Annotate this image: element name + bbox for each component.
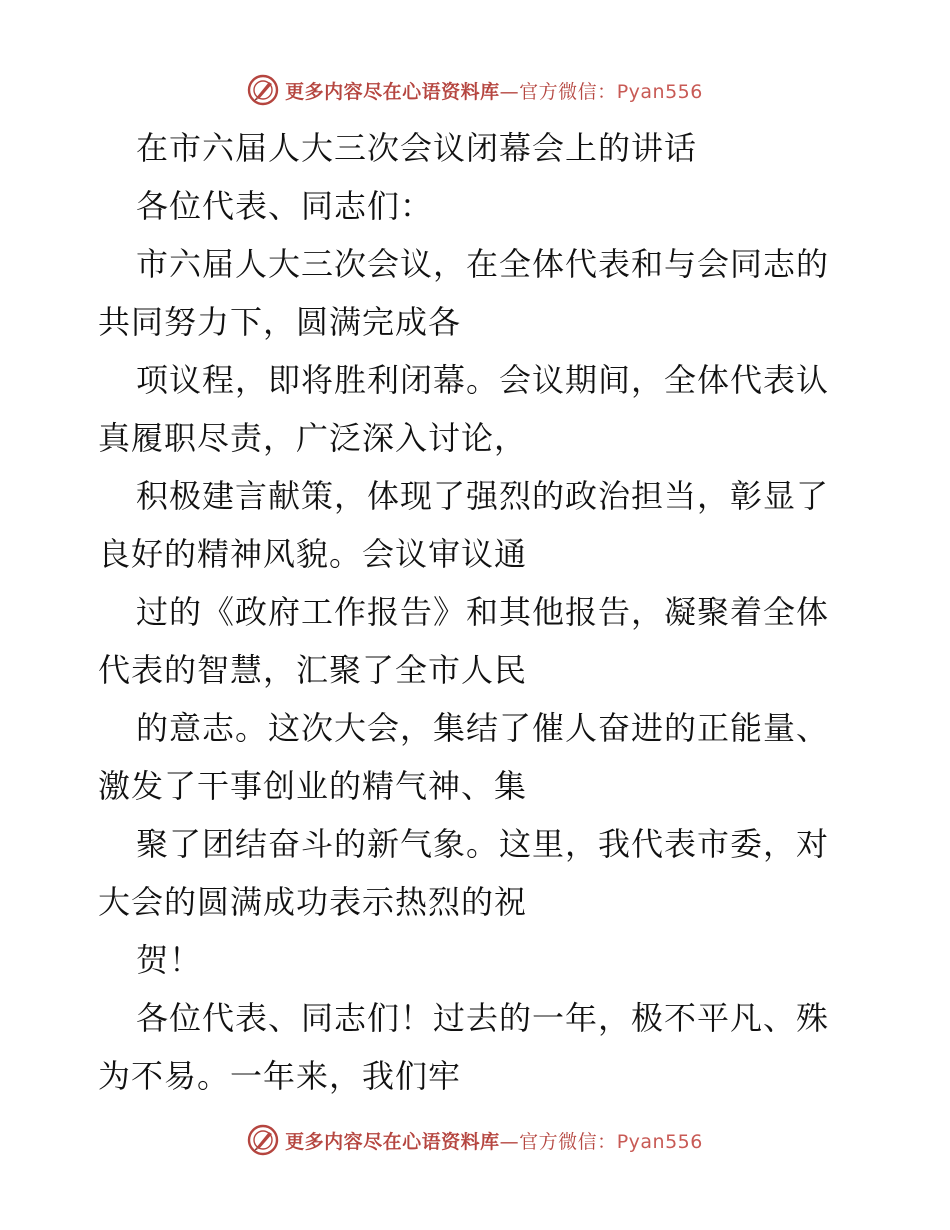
watermark-label: 官方微信： bbox=[519, 80, 617, 103]
document-title: 在市六届人大三次会议闭幕会上的讲话 bbox=[136, 129, 698, 167]
paragraph-line: 聚了团结奋斗的新气象。这里，我代表市委，对 bbox=[136, 825, 830, 863]
paragraph-line: 的意志。这次大会，集结了催人奋进的正能量、 bbox=[136, 709, 830, 747]
paragraph-line: 项议程，即将胜利闭幕。会议期间，全体代表认 bbox=[136, 361, 830, 399]
paragraph-line: 各位代表、同志们！过去的一年，极不平凡、殊 bbox=[136, 999, 830, 1037]
watermark-wechat-id: Pyan556 bbox=[616, 1130, 703, 1153]
footer-watermark bbox=[0, 1122, 950, 1158]
quill-pen-logo-icon bbox=[247, 1124, 279, 1156]
paragraph-line: 激发了干事创业的精气神、集 bbox=[98, 767, 528, 805]
paragraph-line: 共同努力下，圆满完成各 bbox=[98, 303, 462, 341]
paragraph-line: 市六届人大三次会议，在全体代表和与会同志的 bbox=[136, 245, 830, 283]
paragraph-line: 真履职尽责，广泛深入讨论， bbox=[98, 419, 528, 457]
paragraph-line: 代表的智慧，汇聚了全市人民 bbox=[98, 651, 528, 689]
watermark-separator: — bbox=[499, 80, 520, 103]
paragraph-line: 良好的精神风貌。会议审议通 bbox=[98, 535, 528, 573]
paragraph-line: 积极建言献策，体现了强烈的政治担当，彰显了 bbox=[136, 477, 830, 515]
watermark-label: 官方微信： bbox=[519, 1130, 617, 1153]
paragraph-line: 贺！ bbox=[136, 941, 203, 979]
watermark-separator: — bbox=[499, 1130, 520, 1153]
watermark-text bbox=[285, 1127, 703, 1154]
paragraph-line: 过的《政府工作报告》和其他报告，凝聚着全体 bbox=[136, 593, 830, 631]
salutation: 各位代表、同志们： bbox=[136, 187, 434, 225]
watermark-main: 更多内容尽在心语资料库 bbox=[285, 1130, 500, 1153]
paragraph-line: 大会的圆满成功表示热烈的祝 bbox=[98, 883, 528, 921]
paragraph-line: 为不易。一年来，我们牢 bbox=[98, 1057, 462, 1095]
watermark-main: 更多内容尽在心语资料库 bbox=[285, 80, 500, 103]
watermark-wechat-id: Pyan556 bbox=[616, 80, 703, 103]
